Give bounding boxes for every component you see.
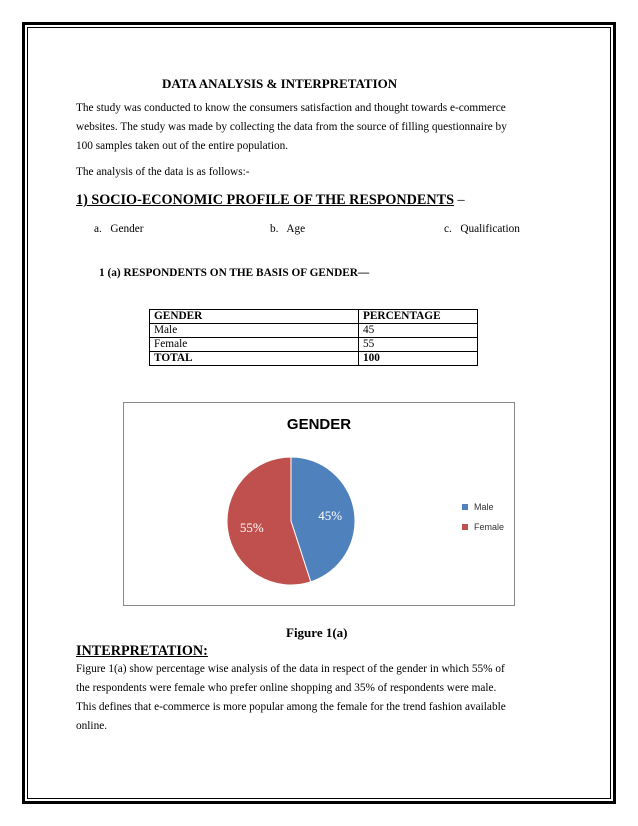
table-row	[150, 338, 478, 352]
table-header-row	[150, 310, 478, 324]
table-row	[150, 324, 478, 338]
legend-label-female: Female	[474, 522, 505, 532]
page-title: DATA ANALYSIS & INTERPRETATION	[162, 76, 398, 91]
profile-item-label: Age	[286, 223, 306, 235]
table-cell: 45	[359, 324, 478, 338]
interpretation-line: Figure 1(a) show percentage wise analysis of the data in respect of the gender in which 55% of	[76, 663, 505, 675]
interpretation-paragraph	[76, 660, 562, 736]
intro-line: The study was conducted to know the consumers satisfaction and thought towards e-commerce	[76, 102, 506, 114]
profile-item-age	[270, 223, 305, 235]
profile-item-label: Gender	[110, 223, 144, 235]
profile-item-label: Qualification	[460, 223, 520, 235]
chart-title: GENDER	[286, 416, 352, 433]
legend-label-male: Male	[474, 502, 494, 512]
table-cell: Male	[150, 324, 359, 338]
pie-label-female: 55%	[239, 520, 264, 536]
legend-swatch-male	[462, 504, 468, 510]
interpretation-line: the respondents were female who prefer online shopping and 35% of respondents were male.	[76, 682, 497, 694]
table-total-cell: 100	[359, 352, 478, 366]
legend-swatch-female	[462, 524, 468, 530]
section-heading-text: 1) SOCIO-ECONOMIC PROFILE OF THE RESPONDENTS	[76, 192, 454, 208]
profile-item-gender	[94, 223, 144, 235]
interpretation-line: online.	[76, 720, 108, 732]
interpretation-line: This defines that e-commerce is more popular among the female for the trend fashion available	[76, 701, 506, 713]
table-cell: 55	[359, 338, 478, 352]
profile-item-qualification	[444, 223, 520, 235]
intro-line: websites. The study was made by collecting the data from the source of filling questionnaire by	[76, 121, 507, 133]
interpretation-heading: INTERPRETATION:	[76, 643, 208, 659]
figure-caption: Figure 1(a)	[286, 625, 348, 640]
profile-item-marker: a.	[94, 223, 102, 235]
analysis-line: The analysis of the data is as follows:-	[76, 166, 250, 178]
gender-pie-chart	[123, 402, 515, 606]
section-heading-dash: –	[453, 192, 465, 208]
profile-item-marker: b.	[270, 223, 279, 235]
pie-label-male: 45%	[318, 507, 343, 523]
table-cell: Female	[150, 338, 359, 352]
table-header-cell: GENDER	[150, 310, 359, 324]
section-heading	[76, 192, 465, 209]
table-total-cell: TOTAL	[150, 352, 359, 366]
table-total-row	[150, 352, 478, 366]
intro-paragraph	[76, 99, 562, 156]
profile-item-marker: c.	[444, 223, 452, 235]
gender-table	[149, 309, 478, 366]
table-header-cell: PERCENTAGE	[359, 310, 478, 324]
intro-line: 100 samples taken out of the entire population.	[76, 140, 289, 152]
pie-chart-svg	[124, 403, 514, 605]
sub-heading: 1 (a) RESPONDENTS ON THE BASIS OF GENDER—	[99, 267, 370, 279]
